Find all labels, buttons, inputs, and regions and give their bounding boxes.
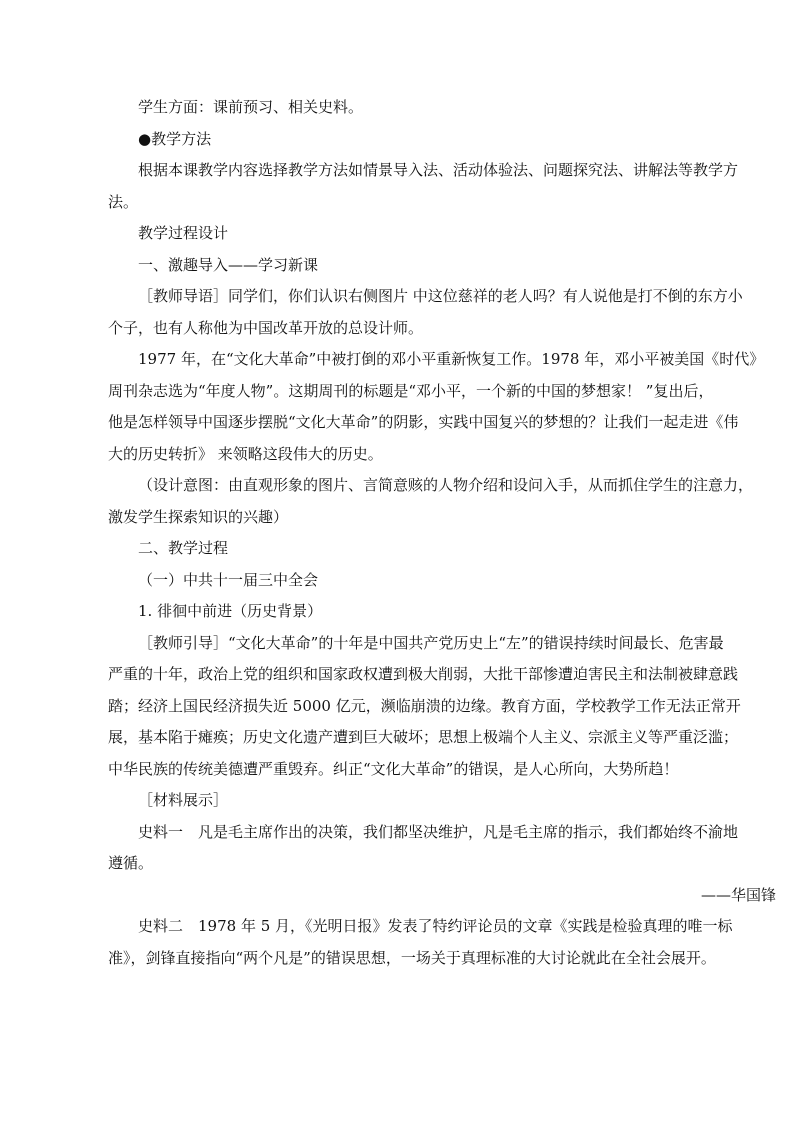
- section-heading-intro: 一、激趣导入——学习新课: [138, 255, 319, 274]
- paragraph-line: 根据本课教学内容选择教学方法如情景导入法、活动体验法、问题探究法、讲解法等教学方: [138, 161, 739, 179]
- paragraph-line: 中华民族的传统美德遭严重毁弃。纠正“文化大革命”的错误，是人心所向，大势所趋！: [108, 759, 679, 778]
- paragraph-line: 准》，剑锋直接指向“两个凡是”的错误思想，一场关于真理标准的大讨论就此在全社会展开。: [108, 948, 716, 967]
- paragraph-line: 个子，也有人称他为中国改革开放的总设计师。: [108, 318, 424, 337]
- section-heading-process: 二、教学过程: [138, 539, 229, 557]
- paragraph-line: 史料二 1978 年 5 月，《光明日报》发表了特约评论员的文章《实践是检验真理的唯一标: [138, 917, 733, 935]
- paragraph-line: 周刊杂志选为“年度人物”。这期周刊的标题是“邓小平，一个新的中国的梦想家！ ”复出后，: [108, 381, 714, 400]
- paragraph-line: 法。: [108, 192, 139, 211]
- material-heading: ［材料展示］: [138, 791, 229, 809]
- paragraph-line: 学生方面：课前预习、相关史料。: [138, 98, 364, 116]
- section-heading-background: 1. 徘徊中前进（历史背景）: [138, 602, 323, 620]
- paragraph-line: ［教师引导］“文化大革命”的十年是中国共产党历史上“左”的错误持续时间最长、危害最: [138, 633, 724, 652]
- paragraph-line: 展，基本陷于瘫痪；历史文化遗产遭到巨大破坏；思想上极端个人主义、宗派主义等严重泛滥；: [108, 728, 739, 746]
- paragraph-line: 踏；经济上国民经济损失近 5000 亿元，濒临崩溃的边缘。教育方面，学校教学工作无法正常开: [108, 696, 741, 715]
- paragraph-line: 1977 年，在“文化大革命”中被打倒的邓小平重新恢复工作。1978 年，邓小平被美国《时代》: [138, 350, 765, 368]
- section-heading-third-plenum: （一）中共十一届三中全会: [138, 570, 319, 589]
- paragraph-line: 遵循。: [108, 854, 154, 872]
- section-heading-teaching-method: ●教学方法: [138, 129, 212, 148]
- document-page: [108, 92, 776, 974]
- paragraph-line: （设计意图：由直观形象的图片、言简意赅的人物介绍和设问入手，从而抓住学生的注意力，: [138, 476, 754, 494]
- paragraph-line: 严重的十年，政治上党的组织和国家政权遭到极大削弱，大批干部惨遭迫害民主和法制被肆意践: [108, 665, 739, 683]
- paragraph-line: 史料一 凡是毛主席作出的决策，我们都坚决维护，凡是毛主席的指示，我们都始终不渝地: [138, 822, 739, 841]
- attribution: ——华国锋: [700, 885, 776, 904]
- paragraph-line: 激发学生探索知识的兴趣）: [108, 507, 289, 526]
- paragraph-line: ［教师导语］同学们，你们认识右侧图片 中这位慈祥的老人吗？有人说他是打不倒的东方小: [138, 287, 743, 305]
- section-heading-process-design: 教学过程设计: [138, 224, 229, 242]
- paragraph-line: 他是怎样领导中国逐步摆脱“文化大革命”的阴影，实践中国复兴的梦想的？让我们一起走进《伟: [108, 413, 739, 431]
- paragraph-line: 大的历史转折》 来领略这段伟大的历史。: [108, 444, 383, 463]
